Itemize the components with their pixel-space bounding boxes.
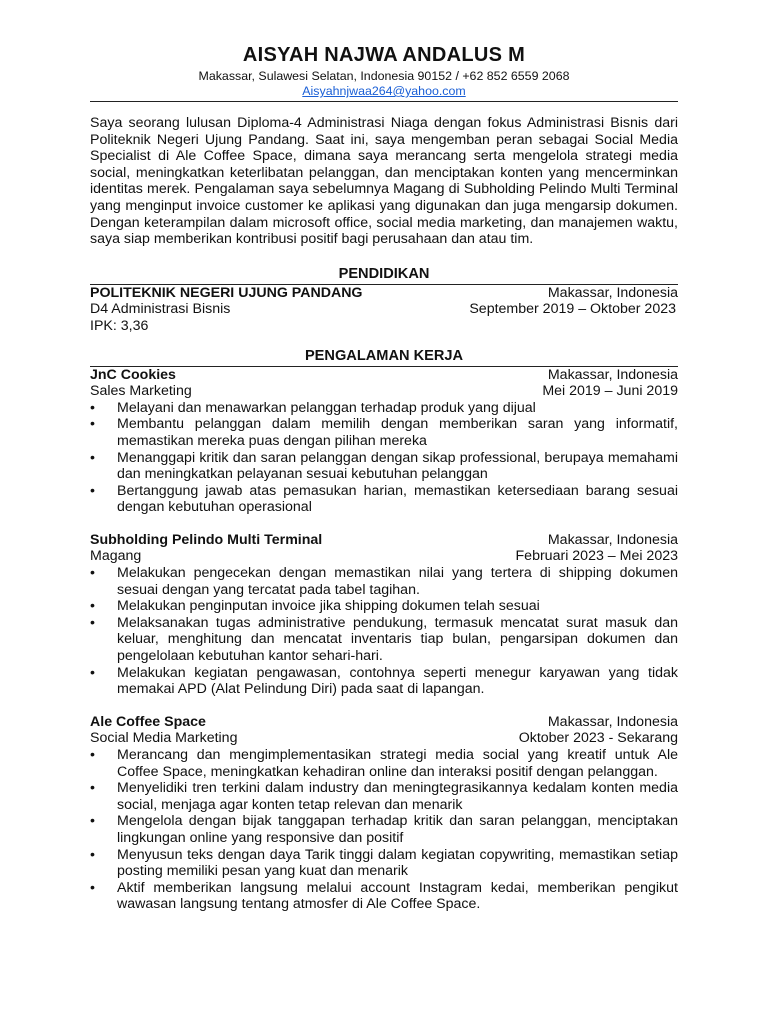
bullet-dot: • bbox=[90, 565, 95, 582]
email-link[interactable]: Aisyahnjwaa264@yahoo.com bbox=[302, 84, 466, 98]
bullet-item bbox=[90, 747, 678, 780]
candidate-name: AISYAH NAJWA ANDALUS M bbox=[242, 44, 526, 66]
job-role: Magang bbox=[90, 548, 142, 565]
summary-paragraph: Saya seorang lulusan Diploma-4 Administrasi Niaga dengan fokus Administrasi Bisnis dari Politeknik Negeri Ujung Pandang. Saat ini, saya mengemban peran sebagai Social Media Specialist di Ale Coffee Space, dimana saya merancang serta mengelola strategi media social, meningkatkan keterlibatan pelanggan, dan menciptakan konten yang mencerminkan identitas merek. Pengalaman saya sebelumnya Magang di Subholding Pelindo Multi Terminal yang menginput invoice customer ke aplikasi yang digunakan dan juga mengarsip dokumen. Dengan keterampilan dalam microsoft office, social media marketing, dan manajemen waktu, saya siap memberikan kontribusi positif bagi perusahaan dan atau tim. bbox=[90, 115, 678, 248]
experience-heading: PENGALAMAN KERJA bbox=[90, 348, 678, 367]
bullet-dot: • bbox=[90, 846, 95, 863]
education-heading: PENDIDIKAN bbox=[90, 266, 678, 285]
job-location: Makassar, Indonesia bbox=[547, 713, 678, 730]
job-role-row bbox=[90, 548, 678, 565]
education-row-school bbox=[90, 285, 678, 302]
bullet-text: Menyelidiki tren terkini dalam industry dan meningtegrasikannya kedalam konten media social, menjaga agar konten tetap relevan dan menarik bbox=[117, 780, 678, 813]
header-divider bbox=[90, 101, 678, 102]
bullet-item bbox=[90, 416, 678, 449]
job-company: Subholding Pelindo Multi Terminal bbox=[90, 531, 323, 548]
bullet-dot: • bbox=[90, 416, 95, 433]
bullet-text: Melakukan penginputan invoice jika shipping dokumen telah sesuai bbox=[117, 598, 540, 615]
bullet-text: Melayani dan menawarkan pelanggan terhadap produk yang dijual bbox=[117, 399, 536, 416]
job-company: JnC Cookies bbox=[90, 366, 176, 383]
bullet-item bbox=[90, 565, 678, 598]
bullet-item bbox=[90, 880, 678, 913]
bullet-text: Menanggapi kritik dan saran pelanggan dengan sikap professional, berupaya memahami dan meningkatkan pelayanan sesuai kebutuhan pelanggan bbox=[117, 449, 678, 483]
bullet-text: Mengelola dengan bijak tanggapan terhadap kritik dan saran pelanggan, menciptakan lingkungan online yang responsive dan positif bbox=[117, 813, 678, 846]
bullet-item bbox=[90, 450, 678, 483]
bullet-item bbox=[90, 813, 678, 846]
job-bullet-list bbox=[90, 747, 678, 913]
bullet-text: Merancang dan mengimplementasikan strategi media social yang kreatif untuk Ale Coffee Space, meningkatkan kehadiran online dan interaksi positif dengan pelanggan. bbox=[117, 747, 678, 780]
job-company: Ale Coffee Space bbox=[90, 713, 206, 730]
bullet-dot: • bbox=[90, 813, 95, 830]
bullet-text: Melaksanakan tugas administrative pendukung, termasuk mencatat surat masuk dan keluar, menghitung dan mencatat inventaris tiap bulan, pengarsipan dokumen dan pengelolaan kebutuhan kantor sehari-hari. bbox=[117, 614, 678, 665]
education-row-degree bbox=[90, 301, 678, 318]
bullet-dot: • bbox=[90, 879, 95, 896]
bullet-item bbox=[90, 483, 678, 516]
job-role: Social Media Marketing bbox=[90, 730, 238, 747]
job-header-row bbox=[90, 532, 678, 549]
bullet-dot: • bbox=[90, 747, 95, 763]
job-location: Makassar, Indonesia bbox=[547, 531, 678, 548]
bullet-dot: • bbox=[90, 399, 95, 416]
job-bullet-list bbox=[90, 565, 678, 698]
job-period: Februari 2023 – Mei 2023 bbox=[515, 548, 678, 565]
bullet-item bbox=[90, 780, 678, 813]
bullet-item bbox=[90, 598, 678, 615]
school-name: POLITEKNIK NEGERI UJUNG PANDANG bbox=[90, 284, 363, 301]
job-entry bbox=[90, 714, 678, 913]
bullet-text: Menyusun teks dengan daya Tarik tinggi dalam kegiatan copywriting, memastikan setiap posting memiliki pesan yang kuat dan menarik bbox=[117, 846, 678, 880]
job-entry bbox=[90, 532, 678, 698]
bullet-item bbox=[90, 400, 678, 417]
bullet-text: Bertanggung jawab atas pemasukan harian, memastikan ketersediaan barang sesuai dengan kebutuhan operasional bbox=[117, 482, 678, 516]
contact-line: Makassar, Sulawesi Selatan, Indonesia 90152 / +62 852 6559 2068 bbox=[198, 69, 570, 83]
bullet-dot: • bbox=[90, 614, 95, 631]
resume-content bbox=[90, 0, 678, 913]
gpa: IPK: 3,36 bbox=[90, 317, 149, 334]
bullet-item bbox=[90, 847, 678, 880]
bullet-item bbox=[90, 615, 678, 665]
job-role-row bbox=[90, 383, 678, 400]
job-role-row bbox=[90, 730, 678, 747]
job-role: Sales Marketing bbox=[90, 383, 192, 400]
bullet-text: Aktif memberikan langsung melalui account Instagram kedai, memberikan pengikut wawasan langsung tentang atmosfer di Ale Coffee Space. bbox=[117, 879, 678, 913]
degree: D4 Administrasi Bisnis bbox=[90, 301, 231, 318]
job-period: Mei 2019 – Juni 2019 bbox=[542, 383, 678, 400]
bullet-text: Melakukan pengecekan dengan memastikan nilai yang tertera di shipping dokumen sesuai dengan yang tercatat pada tabel tagihan. bbox=[117, 565, 678, 598]
bullet-dot: • bbox=[90, 482, 95, 499]
education-period: September 2019 – Oktober 2023 bbox=[469, 301, 676, 318]
job-header-row bbox=[90, 714, 678, 731]
job-location: Makassar, Indonesia bbox=[547, 366, 678, 383]
job-period: Oktober 2023 - Sekarang bbox=[518, 730, 678, 747]
job-bullet-list bbox=[90, 400, 678, 516]
experience-list bbox=[90, 367, 678, 913]
bullet-dot: • bbox=[90, 664, 95, 681]
bullet-item bbox=[90, 665, 678, 698]
bullet-text: Membantu pelanggan dalam memilih dengan memberikan saran yang informatif, memastikan mereka puas dengan pilihan mereka bbox=[117, 416, 678, 449]
bullet-dot: • bbox=[90, 598, 95, 615]
job-entry bbox=[90, 367, 678, 516]
bullet-dot: • bbox=[90, 780, 95, 797]
job-header-row bbox=[90, 367, 678, 384]
bullet-text: Melakukan kegiatan pengawasan, contohnya seperti menegur karyawan yang tidak memakai APD (Alat Pelindung Diri) pada saat di lapangan. bbox=[117, 664, 678, 698]
bullet-dot: • bbox=[90, 449, 95, 466]
school-location: Makassar, Indonesia bbox=[547, 284, 678, 301]
